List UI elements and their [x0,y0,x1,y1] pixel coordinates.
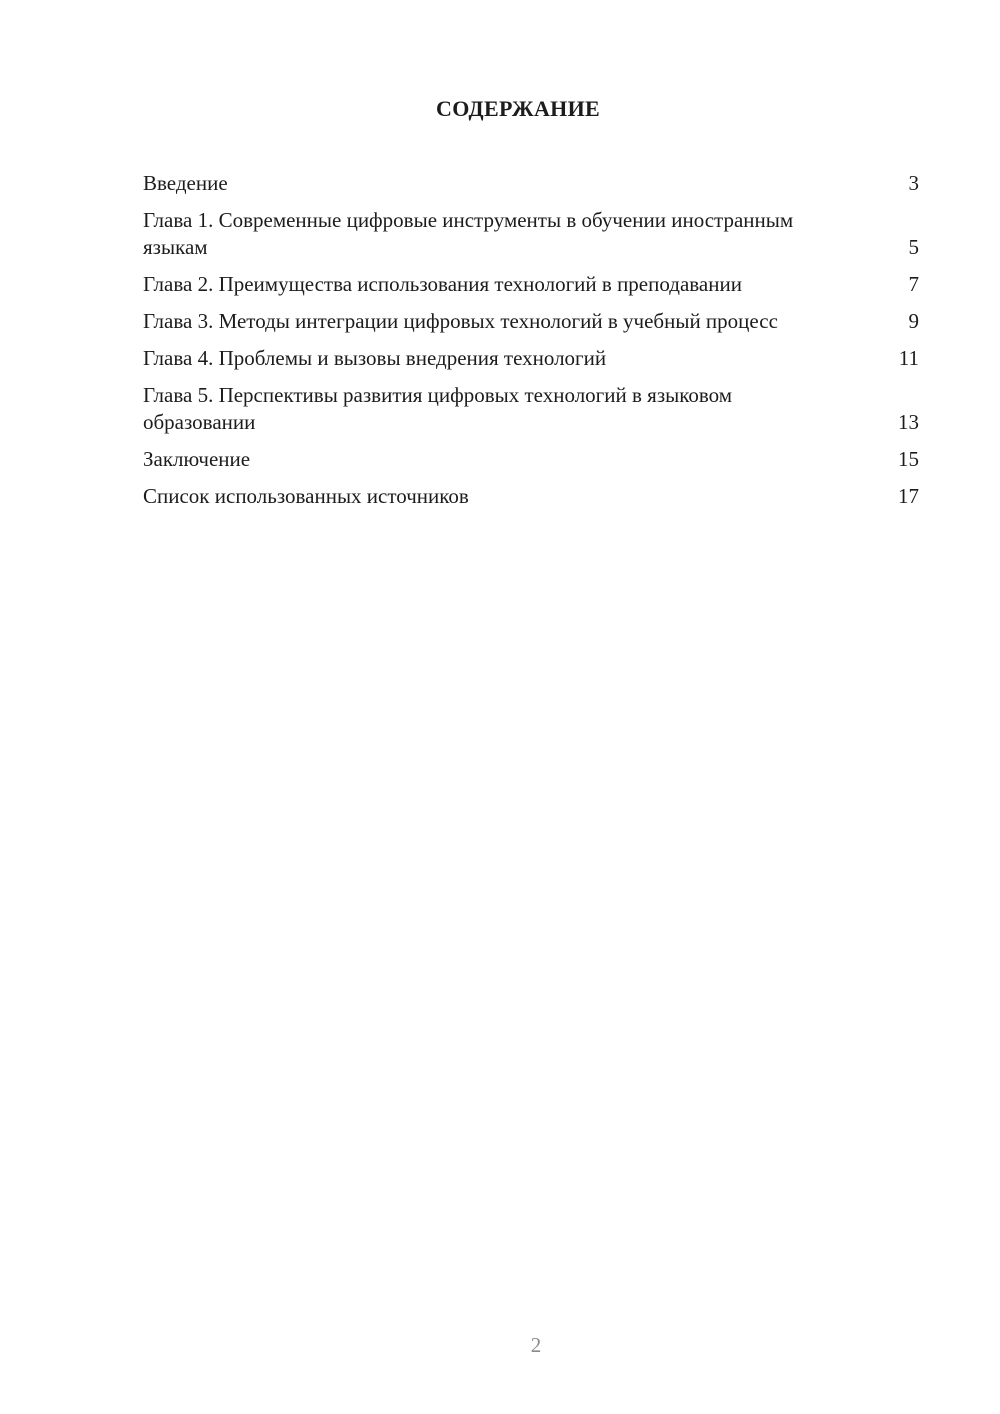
table-of-contents [143,170,919,520]
toc-entry-references [143,483,919,510]
toc-entry-page-number: 5 [908,235,919,259]
page-number: 2 [530,1333,542,1357]
toc-entry-page-number: 3 [908,171,919,195]
toc-entry-title: Введение [143,171,228,195]
toc-entry-title: Глава 4. Проблемы и вызовы внедрения технологий [143,346,607,370]
toc-entry-title: Заключение [143,447,251,471]
toc-entry-chapter-5 [143,382,919,436]
toc-entry-title: Глава 5. Перспективы развития цифровых технологий в языковом образовании [143,383,733,434]
toc-entry-page-number: 17 [898,484,919,508]
toc-entry-page-number: 15 [898,447,919,471]
toc-entry-title: Глава 1. Современные цифровые инструменты в обучении иностранным языкам [143,208,794,259]
toc-entry-chapter-1 [143,207,919,261]
table-of-contents-heading: СОДЕРЖАНИЕ [436,96,600,121]
toc-entry-title: Глава 3. Методы интеграции цифровых технологий в учебный процесс [143,309,778,333]
toc-entry-conclusion [143,446,919,473]
toc-entry-page-number: 9 [908,309,919,333]
toc-entry-page-number: 7 [908,272,919,296]
toc-entry-chapter-2 [143,271,919,298]
toc-entry-chapter-4 [143,345,919,372]
toc-entry-title: Глава 2. Преимущества использования технологий в преподавании [143,272,742,296]
toc-entry-page-number: 13 [898,410,919,434]
toc-entry-chapter-3 [143,308,919,335]
toc-entry-introduction [143,170,919,197]
toc-entry-title: Список использованных источников [143,484,469,508]
toc-entry-page-number: 11 [898,346,919,370]
